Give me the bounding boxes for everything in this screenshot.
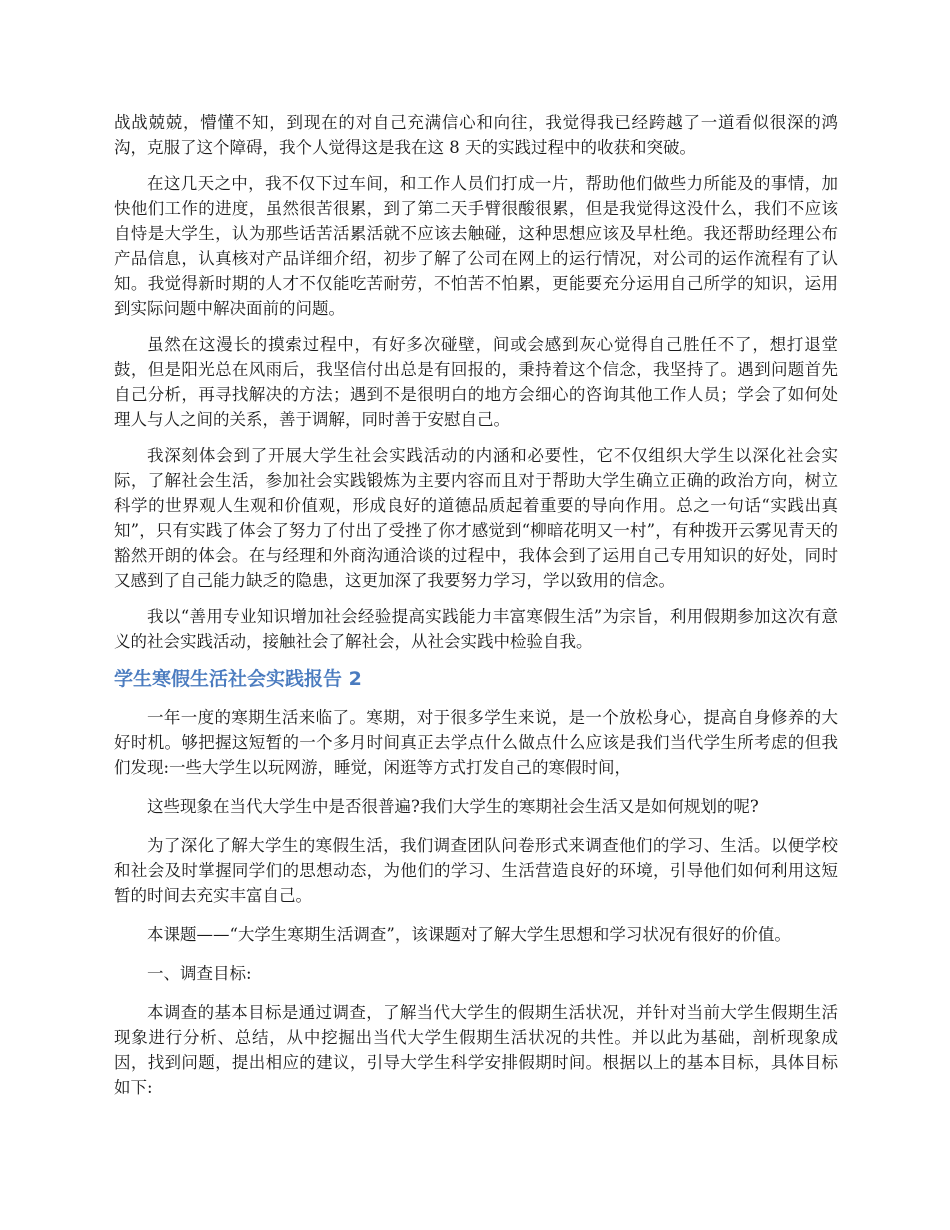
paragraph-purpose: 我以“善用专业知识增加社会经验提高实践能力丰富寒假生活”为宗旨，利用假期参加这次有意义的社会实践活动，接触社会了解社会，从社会实践中检验自我。 — [114, 607, 838, 651]
paragraph-question: 这些现象在当代大学生中是否很普遍?我们大学生的寒期社会生活又是如何规划的呢? — [147, 797, 759, 816]
paragraph-goal-detail: 本调查的基本目标是通过调查，了解当代大学生的假期生活状况，并针对当前大学生假期生活现象进行分析、总结，从中挖掘出当代大学生假期生活状况的共性。并以此为基础，剖析现象成因，找到问题，提出相应的建议，引导大学生科学安排假期时间。根据以上的基本目标，具体目标如下: — [114, 1003, 838, 1097]
paragraph-survey-purpose: 为了深化了解大学生的寒假生活，我们调查团队问卷形式来调查他们的学习、生活。以便学校和社会及时掌握同学们的思想动态，为他们的学习、生活营造良好的环境，引导他们如何利用这短暂的时间去充实丰富自己。 — [114, 836, 838, 905]
paragraph-goal-heading: 一、调查目标: — [147, 964, 252, 983]
section-heading-report-2: 学生寒假生活社会实践报告 2 — [114, 668, 362, 690]
document-page — [114, 110, 838, 1111]
paragraph-perseverance: 虽然在这漫长的摸索过程中，有好多次碰壁，间或会感到灰心觉得自己胜任不了，想打退堂鼓，但是阳光总在风雨后，我坚信付出总是有回报的，秉持着这个信念，我坚持了。遇到问题首先自己分析，再寻找解决的方法；遇到不是很明白的地方会细心的咨询其他工作人员；学会了如何处理人与人之间的关系，善于调解，同时善于安慰自己。 — [114, 335, 838, 429]
paragraph-topic: 本课题——“大学生寒期生活调查”，该课题对了解大学生思想和学习状况有很好的价值。 — [147, 925, 791, 944]
paragraph-continuation: 战战兢兢，懵懂不知，到现在的对自己充满信心和向往，我觉得我已经跨越了一道看似很深的鸿沟，克服了这个障碍，我个人觉得这是我在这 8 天的实践过程中的收获和突破。 — [114, 113, 838, 157]
paragraph-reflection: 我深刻体会到了开展大学生社会实践活动的内涵和必要性，它不仅组织大学生以深化社会实际，了解社会生活，参加社会实践锻炼为主要内容而且对于帮助大学生确立正确的政治方向，树立科学的世界观人生观和价值观，形成良好的道德品质起着重要的导向作用。总之一句话“实践出真知”，只有实践了体会了努力了付出了受挫了你才感觉到“柳暗花明又一村”，有种拨开云雾见青天的豁然开朗的体会。在与经理和外商沟通洽谈的过程中，我体会到了运用自己专用知识的好处，同时又感到了自己能力缺乏的隐患，这更加深了我要努力学习，学以致用的信念。 — [114, 446, 838, 590]
paragraph-winter-intro: 一年一度的寒期生活来临了。寒期，对于很多学生来说，是一个放松身心，提高自身修养的大好时机。够把握这短暂的一个多月时间真正去学点什么做点什么应该是我们当代学生所考虑的但我们发现:一些大学生以玩网游，睡觉，闲逛等方式打发自己的寒假时间， — [114, 708, 838, 777]
paragraph-workshop-experience: 在这几天之中，我不仅下过车间，和工作人员们打成一片，帮助他们做些力所能及的事情，加快他们工作的进度，虽然很苦很累，到了第二天手臂很酸很累，但是我觉得这没什么，我们不应该自恃是大学生，认为那些话苦活累活就不应该去触碰，这种思想应该及早杜绝。我还帮助经理公布产品信息，认真核对产品详细介绍，初步了解了公司在网上的运行情况，对公司的运作流程有了认知。我觉得新时期的人才不仅能吃苦耐劳，不怕苦不怕累，更能要充分运用自己所学的知识，运用到实际问题中解决面前的问题。 — [114, 174, 838, 318]
